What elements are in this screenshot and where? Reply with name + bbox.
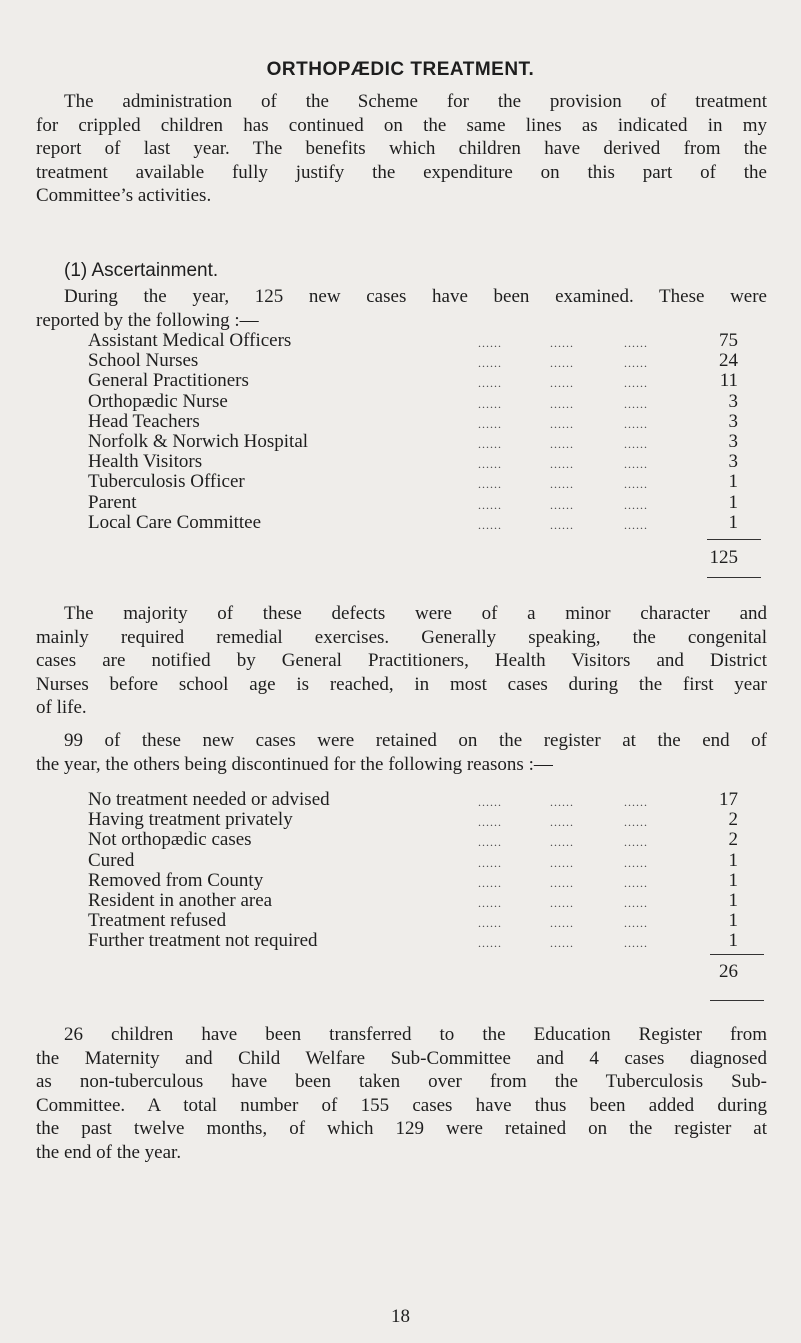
reason-row (88, 890, 738, 910)
leader-dots: ...... (550, 436, 574, 451)
leader-dots: ...... (624, 815, 648, 830)
ascertainment-line: reported by the following :— (36, 309, 259, 331)
majority-line: mainly required remedial exercises. Generally speaking, the congenital (36, 626, 767, 648)
sources-rule-top (707, 539, 761, 540)
row-value: 2 (728, 809, 738, 831)
leader-dots: ...... (624, 336, 648, 350)
row-label: Treatment refused (88, 910, 227, 932)
leader-dots: ...... (550, 416, 574, 431)
reasons-rule-top (710, 954, 764, 955)
leader-dots: ...... (478, 336, 502, 350)
row-label: School Nurses (88, 350, 199, 372)
retained-paragraph (36, 729, 767, 776)
leader-dots: ...... (550, 336, 574, 350)
closing-line: Committee. A total number of 155 cases have thus been added during (36, 1094, 767, 1116)
reason-row (88, 809, 738, 829)
row-value: 2 (728, 829, 738, 851)
leader-dots: ...... (550, 396, 574, 411)
retained-line: the year, the others being discontinued for the following reasons :— (36, 753, 553, 775)
row-label: Tuberculosis Officer (88, 471, 245, 493)
leader-dots: ...... (624, 356, 648, 371)
leader-dots: ...... (550, 916, 574, 931)
leader-dots: ...... (478, 517, 502, 532)
row-value: 3 (728, 410, 738, 432)
leader-dots: ...... (478, 396, 502, 411)
row-label: Removed from County (88, 869, 264, 891)
reasons-rule-bottom (710, 1000, 764, 1001)
leader-dots: ...... (624, 795, 648, 809)
leader-dots: ...... (550, 815, 574, 830)
row-value: 1 (728, 471, 738, 493)
leader-dots: ...... (478, 497, 502, 512)
row-label: Having treatment privately (88, 809, 293, 831)
intro-line: treatment available fully justify the expenditure on this part of the (36, 161, 767, 183)
row-label: Further treatment not required (88, 930, 318, 952)
closing-line: the past twelve months, of which 129 were retained on the register at (36, 1118, 767, 1139)
row-label: Parent (88, 491, 137, 513)
intro-line: Committee’s activities. (36, 185, 212, 206)
reasons-list (88, 789, 738, 951)
leader-dots: ...... (624, 855, 648, 870)
source-row (88, 330, 738, 350)
reason-row (88, 930, 738, 950)
row-value: 1 (728, 930, 738, 952)
row-value: 1 (728, 889, 738, 911)
leader-dots: ...... (478, 376, 502, 391)
leader-dots: ...... (478, 795, 502, 809)
page-number: 18 (391, 1306, 410, 1327)
source-row (88, 492, 738, 512)
leader-dots: ...... (550, 517, 574, 532)
row-label: Head Teachers (88, 410, 200, 432)
leader-dots: ...... (550, 895, 574, 910)
row-label: Resident in another area (88, 889, 273, 911)
row-label: General Practitioners (88, 370, 249, 392)
page-title: ORTHOPÆDIC TREATMENT. (266, 59, 535, 80)
leader-dots: ...... (478, 916, 502, 931)
closing-line: 26 children have been transferred to the Education Register from (64, 1024, 767, 1045)
source-row (88, 391, 738, 411)
reason-row (88, 850, 738, 870)
row-value: 11 (719, 370, 738, 392)
row-value: 1 (728, 491, 738, 513)
reason-row (88, 870, 738, 890)
leader-dots: ...... (550, 795, 574, 809)
source-row (88, 451, 738, 471)
leader-dots: ...... (478, 815, 502, 830)
row-value: 3 (728, 390, 738, 412)
closing-line: the end of the year. (36, 1141, 182, 1163)
closing-line: as non-tuberculous have been taken over from the Tuberculosis Sub- (36, 1071, 767, 1092)
leader-dots: ...... (478, 477, 502, 492)
leader-dots: ...... (624, 916, 648, 931)
row-value: 1 (728, 849, 738, 871)
row-value: 24 (719, 350, 738, 372)
leader-dots: ...... (478, 356, 502, 371)
intro-paragraph (36, 90, 767, 208)
leader-dots: ...... (478, 835, 502, 850)
row-value: 75 (719, 330, 738, 351)
row-value: 3 (728, 451, 738, 473)
row-label: Orthopædic Nurse (88, 390, 228, 412)
leader-dots: ...... (478, 416, 502, 431)
leader-dots: ...... (624, 895, 648, 910)
row-value: 3 (728, 430, 738, 452)
row-label: Health Visitors (88, 451, 203, 473)
leader-dots: ...... (624, 835, 648, 850)
majority-line: The majority of these defects were of a minor character and (64, 603, 767, 624)
reason-row (88, 829, 738, 849)
leader-dots: ...... (478, 457, 502, 472)
row-label: Not orthopædic cases (88, 829, 252, 851)
leader-dots: ...... (624, 497, 648, 512)
leader-dots: ...... (550, 936, 574, 951)
leader-dots: ...... (550, 497, 574, 512)
ascertainment-paragraph (36, 285, 767, 332)
closing-paragraph (36, 1023, 767, 1164)
leader-dots: ...... (478, 875, 502, 890)
source-row (88, 350, 738, 370)
row-label: Norfolk & Norwich Hospital (88, 430, 309, 452)
leader-dots: ...... (478, 436, 502, 451)
source-row (88, 471, 738, 491)
source-row (88, 512, 738, 532)
leader-dots: ...... (550, 875, 574, 890)
leader-dots: ...... (550, 376, 574, 391)
row-label: Assistant Medical Officers (88, 330, 292, 351)
row-value: 1 (728, 910, 738, 932)
leader-dots: ...... (624, 457, 648, 472)
majority-line: cases are notified by General Practitioners, Health Visitors and District (36, 650, 767, 671)
row-value: 17 (719, 789, 738, 810)
leader-dots: ...... (624, 376, 648, 391)
majority-line: Nurses before school age is reached, in most cases during the first year (36, 673, 767, 695)
leader-dots: ...... (624, 416, 648, 431)
source-row (88, 411, 738, 431)
leader-dots: ...... (624, 875, 648, 890)
sources-rule-bottom (707, 577, 761, 578)
leader-dots: ...... (478, 895, 502, 910)
leader-dots: ...... (550, 835, 574, 850)
section-heading: (1) Ascertainment. (64, 260, 219, 281)
reason-row (88, 789, 738, 809)
source-row (88, 370, 738, 390)
row-label: Local Care Committee (88, 511, 262, 533)
leader-dots: ...... (478, 855, 502, 870)
leader-dots: ...... (550, 356, 574, 371)
source-row (88, 431, 738, 451)
leader-dots: ...... (624, 936, 648, 951)
ascertainment-line: During the year, 125 new cases have been examined. These were (64, 286, 767, 307)
leader-dots: ...... (624, 436, 648, 451)
row-value: 1 (728, 869, 738, 891)
leader-dots: ...... (550, 477, 574, 492)
intro-line: for crippled children has continued on the same lines as indicated in my (36, 114, 767, 136)
retained-line: 99 of these new cases were retained on the register at the end of (64, 730, 767, 751)
row-value: 1 (728, 511, 738, 533)
majority-line: of life. (36, 697, 87, 718)
sources-list (88, 330, 738, 532)
leader-dots: ...... (624, 396, 648, 411)
leader-dots: ...... (624, 517, 648, 532)
sources-total: 125 (709, 547, 738, 568)
intro-line: The administration of the Scheme for the provision of treatment (64, 91, 767, 112)
majority-paragraph (36, 602, 767, 720)
reason-row (88, 910, 738, 930)
leader-dots: ...... (478, 936, 502, 951)
leader-dots: ...... (624, 477, 648, 492)
row-label: No treatment needed or advised (88, 789, 330, 810)
intro-line: report of last year. The benefits which children have derived from the (36, 138, 767, 159)
leader-dots: ...... (550, 457, 574, 472)
closing-line: the Maternity and Child Welfare Sub-Committee and 4 cases diagnosed (36, 1047, 767, 1069)
reasons-total: 26 (719, 961, 738, 982)
row-label: Cured (88, 849, 135, 871)
leader-dots: ...... (550, 855, 574, 870)
